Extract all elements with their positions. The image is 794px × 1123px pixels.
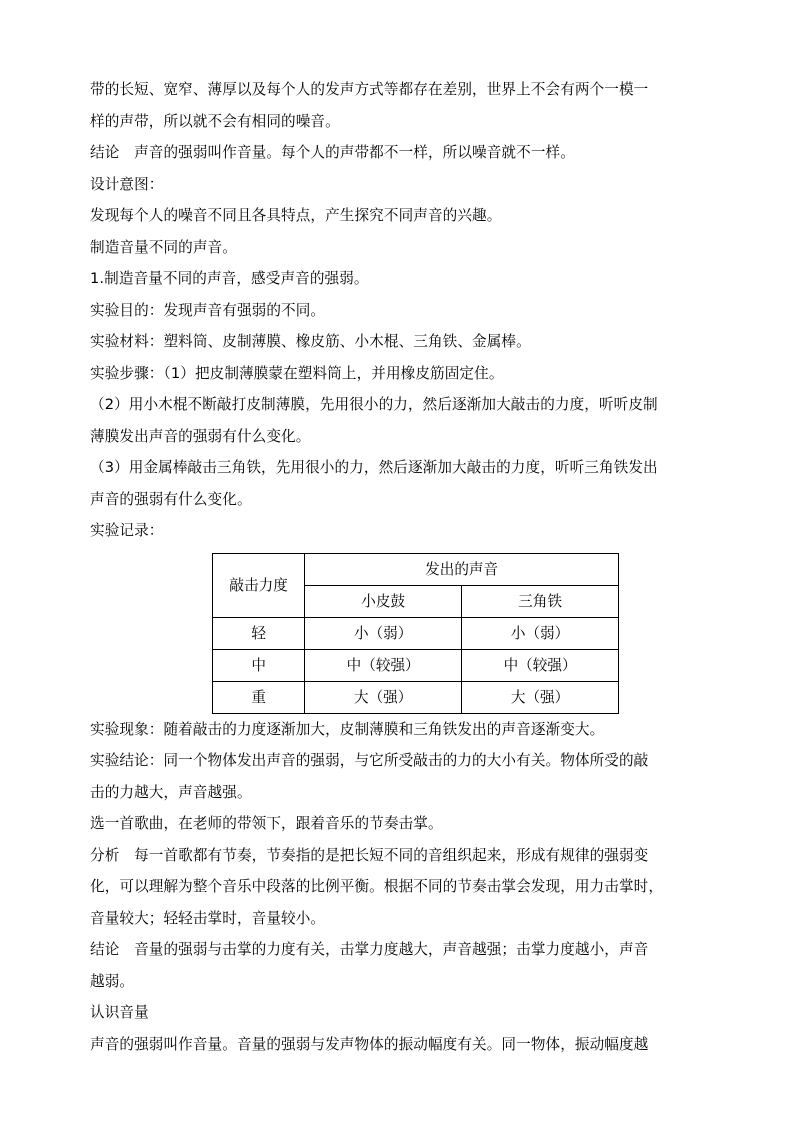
experiment-record-label: 实验记录： bbox=[90, 522, 164, 539]
table-group-header: 发出的声音 bbox=[305, 553, 619, 585]
table-row bbox=[213, 681, 619, 713]
table-cell-force: 轻 bbox=[213, 617, 305, 649]
document-page bbox=[90, 74, 706, 1060]
text-line: 薄膜发出声音的强弱有什么变化。 bbox=[90, 427, 311, 445]
table-cell-force: 中 bbox=[213, 649, 305, 681]
text-line: 样的声带，所以就不会有相同的噪音。 bbox=[90, 112, 340, 130]
experiment-materials: 实验材料：塑料筒、皮制薄膜、橡皮筋、小木棍、三角铁、金属棒。 bbox=[90, 333, 531, 350]
text-line: 发现每个人的噪音不同且各具特点，产生探究不同声音的兴趣。 bbox=[90, 207, 502, 224]
section-heading: 认识音量 bbox=[90, 1004, 149, 1021]
table-cell: 大（强） bbox=[305, 681, 462, 713]
text-line: 音量较大；轻轻击掌时，音量较小。 bbox=[90, 909, 326, 927]
conclusion-line: 结论 音量的强弱与击掌的力度有关，击掌力度越大，声音越强；击掌力度越小，声音 bbox=[90, 941, 649, 958]
table-cell: 中（较强） bbox=[462, 649, 619, 681]
text-line: 声音的强弱叫作音量。音量的强弱与发声物体的振动幅度有关。同一物体，振动幅度越 bbox=[90, 1035, 649, 1053]
text-line: 化，可以理解为整个音乐中段落的比例平衡。根据不同的节奏击掌会发现，用力击掌时， bbox=[90, 878, 664, 895]
text-line: 带的长短、宽窄、薄厚以及每个人的发声方式等都存在差别，世界上不会有两个一模一 bbox=[90, 81, 649, 98]
text-line: 选一首歌曲，在老师的带领下，跟着音乐的节奏击掌。 bbox=[90, 815, 443, 832]
table-cell: 小（弱） bbox=[462, 617, 619, 649]
conclusion-line: 结论 声音的强弱叫作音量。每个人的声带都不一样，所以噪音就不一样。 bbox=[90, 144, 575, 161]
experiment-conclusion: 实验结论：同一个物体发出声音的强弱，与它所受敲击的力的大小有关。物体所受的敲 bbox=[90, 752, 649, 769]
table-cell-force: 重 bbox=[213, 681, 305, 713]
section-heading: 制造音量不同的声音。 bbox=[90, 238, 237, 256]
table-column-header: 小皮鼓 bbox=[305, 585, 462, 617]
analysis-line: 分析 每一首歌都有节奏，节奏指的是把长短不同的音组织起来，形成有规律的强弱变 bbox=[90, 846, 649, 864]
table-cell: 中（较强） bbox=[305, 649, 462, 681]
text-line: （3）用金属棒敲击三角铁，先用很小的力，然后逐渐加大敲击的力度，听听三角铁发出 bbox=[90, 459, 658, 476]
experiment-purpose: 实验目的：发现声音有强弱的不同。 bbox=[90, 301, 326, 319]
table-column-header: 三角铁 bbox=[462, 585, 619, 617]
text-line: 越弱。 bbox=[90, 972, 135, 990]
text-line: 声音的强弱有什么变化。 bbox=[90, 490, 252, 508]
experiment-steps: 实验步骤：（1）把皮制薄膜蒙在塑料筒上，并用橡皮筋固定住。 bbox=[90, 364, 504, 382]
table-corner-header: 敲击力度 bbox=[213, 553, 305, 617]
table-row bbox=[213, 553, 619, 585]
text-line: （2）用小木棍不断敲打皮制薄膜，先用很小的力，然后逐渐加大敲击的力度，听听皮制 bbox=[90, 396, 658, 413]
experiment-record-table bbox=[212, 553, 619, 714]
text-line: 击的力越大，声音越强。 bbox=[90, 783, 252, 801]
table-row bbox=[213, 617, 619, 649]
table-cell: 大（强） bbox=[462, 681, 619, 713]
section-heading: 设计意图： bbox=[90, 175, 164, 193]
table-row bbox=[213, 649, 619, 681]
experiment-phenomenon: 实验现象：随着敲击的力度逐渐加大，皮制薄膜和三角铁发出的声音逐渐变大。 bbox=[90, 720, 605, 738]
text-line: 1.制造音量不同的声音，感受声音的强弱。 bbox=[90, 270, 369, 287]
table-cell: 小（弱） bbox=[305, 617, 462, 649]
